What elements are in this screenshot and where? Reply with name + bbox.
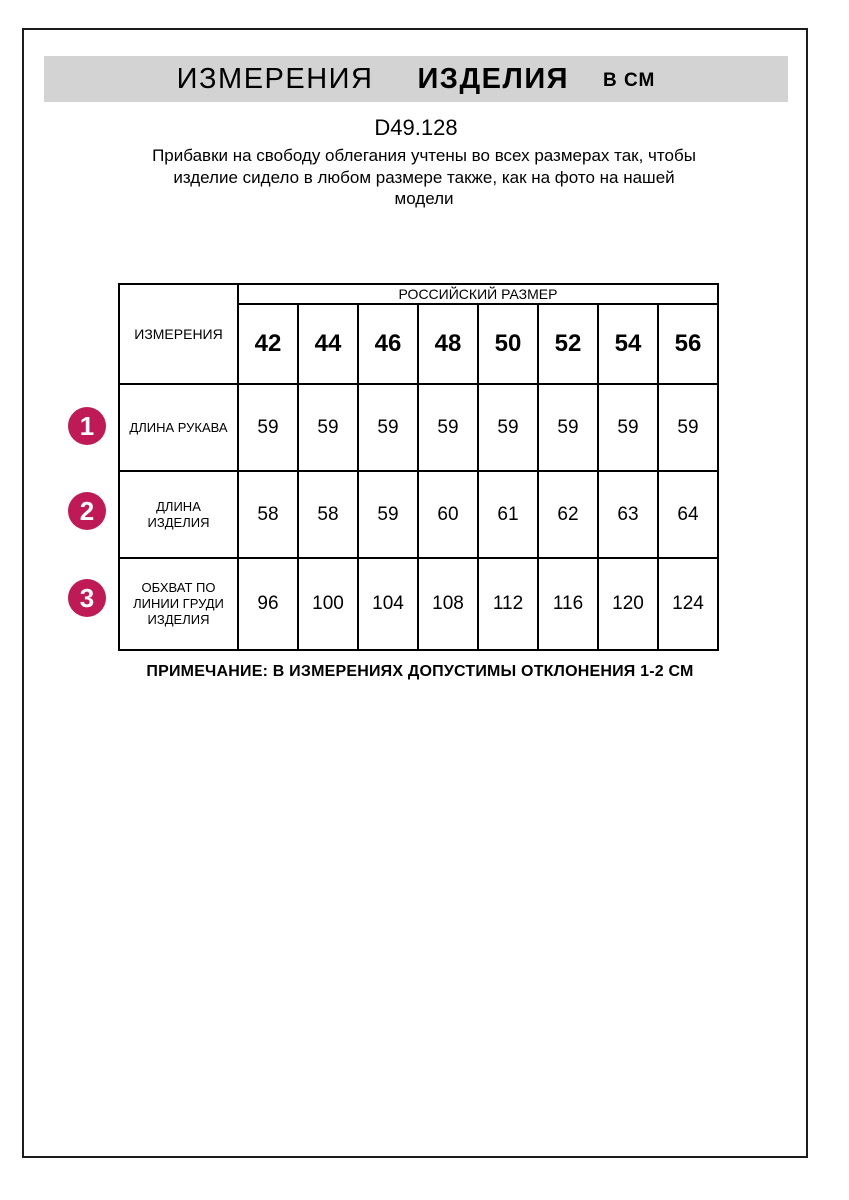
row-label: ДЛИНА ИЗДЕЛИЯ xyxy=(119,471,238,558)
row-label: ДЛИНА РУКАВА xyxy=(119,384,238,471)
row-number-badge-2: 2 xyxy=(68,492,106,530)
fit-description xyxy=(104,145,744,210)
measure-value-cell: 59 xyxy=(358,471,418,558)
measure-value-cell: 58 xyxy=(238,471,298,558)
row-label: ОБХВАТ ПО ЛИНИИ ГРУДИ ИЗДЕЛИЯ xyxy=(119,558,238,650)
measure-value-cell: 108 xyxy=(418,558,478,650)
measure-value-cell: 100 xyxy=(298,558,358,650)
measure-value-cell: 116 xyxy=(538,558,598,650)
row-number-badge-3: 3 xyxy=(68,579,106,617)
size-header-cell: 50 xyxy=(478,304,538,384)
size-header-cell: 46 xyxy=(358,304,418,384)
measure-column-header: ИЗМЕРЕНИЯ xyxy=(119,284,238,384)
measure-value-cell: 63 xyxy=(598,471,658,558)
fit-description-line: изделие сидело в любом размере также, как на фото на нашей xyxy=(173,167,675,187)
measure-value-cell: 104 xyxy=(358,558,418,650)
size-header-cell: 42 xyxy=(238,304,298,384)
title-word-measurements: ИЗМЕРЕНИЯ xyxy=(176,62,374,95)
size-header-cell: 44 xyxy=(298,304,358,384)
size-header-cell: 52 xyxy=(538,304,598,384)
measure-value-cell: 59 xyxy=(598,384,658,471)
measure-value-cell: 120 xyxy=(598,558,658,650)
size-header-cell: 54 xyxy=(598,304,658,384)
table-row-garment-length xyxy=(119,471,718,558)
measure-value-cell: 112 xyxy=(478,558,538,650)
fit-description-line: модели xyxy=(394,189,454,208)
russian-size-header: РОССИЙСКИЙ РАЗМЕР xyxy=(238,284,718,304)
size-table xyxy=(118,283,719,651)
size-group-header-row xyxy=(119,284,718,304)
measure-value-cell: 59 xyxy=(358,384,418,471)
measure-value-cell: 59 xyxy=(298,384,358,471)
product-code: D49.128 xyxy=(374,115,458,140)
measure-value-cell: 64 xyxy=(658,471,718,558)
tolerance-note: ПРИМЕЧАНИЕ: В ИЗМЕРЕНИЯХ ДОПУСТИМЫ ОТКЛОНЕНИЯ 1-2 СМ xyxy=(146,663,694,680)
measure-value-cell: 59 xyxy=(538,384,598,471)
size-header-cell: 56 xyxy=(658,304,718,384)
measure-value-cell: 59 xyxy=(658,384,718,471)
row-number-badge-1: 1 xyxy=(68,407,106,445)
measure-value-cell: 62 xyxy=(538,471,598,558)
title-bar xyxy=(44,56,788,102)
measure-value-cell: 60 xyxy=(418,471,478,558)
measure-value-cell: 124 xyxy=(658,558,718,650)
fit-description-line: Прибавки на свободу облегания учтены во всех размерах так, чтобы xyxy=(152,146,696,165)
measure-value-cell: 61 xyxy=(478,471,538,558)
table-row-sleeve-length xyxy=(119,384,718,471)
measure-value-cell: 59 xyxy=(238,384,298,471)
table-row-chest-girth xyxy=(119,558,718,650)
measure-value-cell: 96 xyxy=(238,558,298,650)
measure-value-cell: 59 xyxy=(478,384,538,471)
title-word-product: ИЗДЕЛИЯ xyxy=(417,62,570,95)
size-header-cell: 48 xyxy=(418,304,478,384)
title-unit-cm: В СМ xyxy=(603,70,656,91)
measure-value-cell: 58 xyxy=(298,471,358,558)
measure-value-cell: 59 xyxy=(418,384,478,471)
